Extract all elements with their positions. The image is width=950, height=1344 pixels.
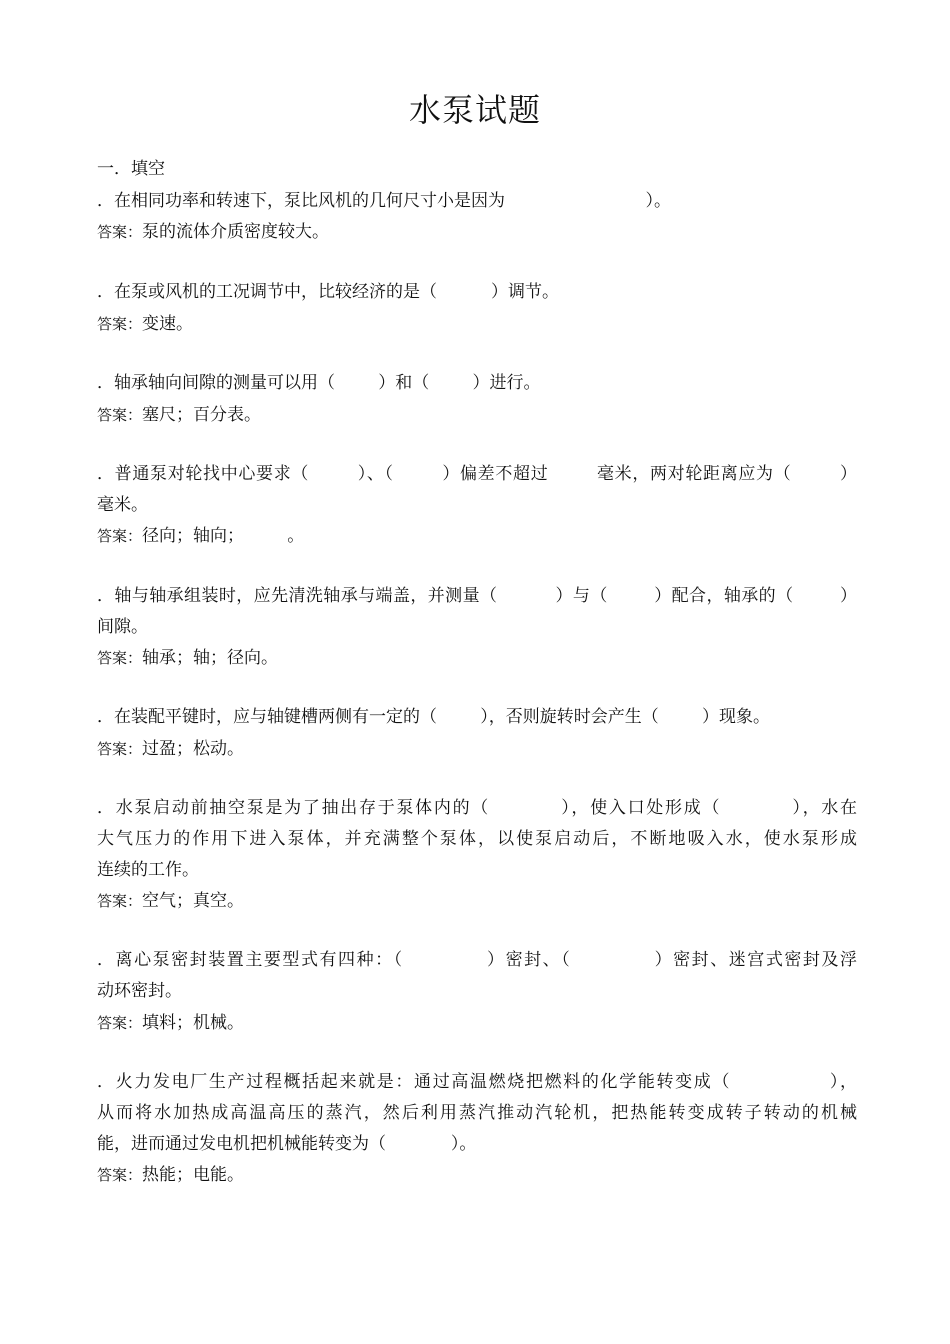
- question-5: [97, 581, 857, 643]
- answer-label: 答案：: [97, 315, 143, 333]
- answer-3-text: 塞尺；百分表。: [142, 405, 262, 425]
- question-5-line-1: ．轴与轴承组装时，应先清洗轴承与端盖，并测量（ ）与（ ）配合，轴承的（ ）: [97, 586, 857, 606]
- answer-8-text: 填料；机械。: [142, 1013, 245, 1033]
- question-9-line-3: 能，进而通过发电机把机械能转变为（ ）。: [97, 1134, 477, 1154]
- question-8-line-2: 动环密封。: [97, 981, 182, 1001]
- question-9-line-1: ．火力发电厂生产过程概括起来就是：通过高温燃烧把燃料的化学能转变成（ ），: [97, 1072, 857, 1092]
- answer-4: [97, 524, 304, 548]
- answer-2: [97, 312, 193, 336]
- answer-label: 答案：: [97, 892, 143, 910]
- answer-4-text: 径向；轴向； 。: [142, 526, 305, 546]
- answer-8: [97, 1011, 244, 1035]
- answer-5-text: 轴承；轴；径向。: [142, 648, 279, 668]
- question-2-line-1: ．在泵或风机的工况调节中，比较经济的是（ ）调节。: [97, 282, 560, 302]
- answer-9-text: 热能；电能。: [142, 1165, 245, 1185]
- answer-2-text: 变速。: [142, 314, 194, 334]
- question-7-line-2: 大气压力的作用下进入泵体，并充满整个泵体，以使泵启动后，不断地吸入水，使水泵形成: [97, 829, 857, 849]
- answer-1-text: 泵的流体介质密度较大。: [142, 222, 330, 242]
- answer-7-text: 空气；真空。: [142, 891, 245, 911]
- question-9: [97, 1067, 857, 1160]
- answer-label: 答案：: [97, 649, 143, 667]
- question-7: [97, 793, 857, 886]
- answer-label: 答案：: [97, 527, 143, 545]
- question-4: [97, 459, 857, 521]
- question-9-line-2: 从而将水加热成高温高压的蒸汽，然后利用蒸汽推动汽轮机，把热能转变成转子转动的机械: [97, 1103, 857, 1123]
- answer-5: [97, 646, 278, 670]
- answer-label: 答案：: [97, 1014, 143, 1032]
- question-4-line-1: ．普通泵对轮找中心要求（ ）、（ ）偏差不超过 毫米，两对轮距离应为（ ）: [97, 464, 857, 484]
- answer-6: [97, 737, 244, 761]
- question-3-line-1: ．轴承轴向间隙的测量可以用（ ）和（ ）进行。: [97, 373, 541, 393]
- question-8-line-1: ．离心泵密封装置主要型式有四种：（ ）密封、（ ）密封、迷宫式密封及浮: [97, 950, 857, 970]
- question-7-line-3: 连续的工作。: [97, 860, 199, 880]
- question-5-line-2: 间隙。: [97, 617, 148, 637]
- question-1-line-1: ．在相同功率和转速下，泵比风机的几何尺寸小是因为 ）。: [97, 191, 671, 211]
- section-heading: 一．填空: [97, 159, 165, 179]
- answer-label: 答案：: [97, 740, 143, 758]
- question-6: [97, 702, 857, 733]
- answer-9: [97, 1163, 244, 1187]
- question-3: [97, 368, 857, 399]
- question-8: [97, 945, 857, 1007]
- answer-3: [97, 403, 261, 427]
- question-1: [97, 186, 857, 217]
- question-6-line-1: ．在装配平键时，应与轴键槽两侧有一定的（ ），否则旋转时会产生（ ）现象。: [97, 707, 770, 727]
- answer-7: [97, 889, 244, 913]
- answer-6-text: 过盈；松动。: [142, 739, 245, 759]
- answer-label: 答案：: [97, 1166, 143, 1184]
- answer-label: 答案：: [97, 223, 143, 241]
- question-7-line-1: ．水泵启动前抽空泵是为了抽出存于泵体内的（ ），使入口处形成（ ），水在: [97, 798, 857, 818]
- question-4-line-2: 毫米。: [97, 495, 148, 515]
- answer-label: 答案：: [97, 406, 143, 424]
- question-2: [97, 277, 857, 308]
- page-title: 水泵试题: [408, 91, 541, 129]
- answer-1: [97, 220, 329, 244]
